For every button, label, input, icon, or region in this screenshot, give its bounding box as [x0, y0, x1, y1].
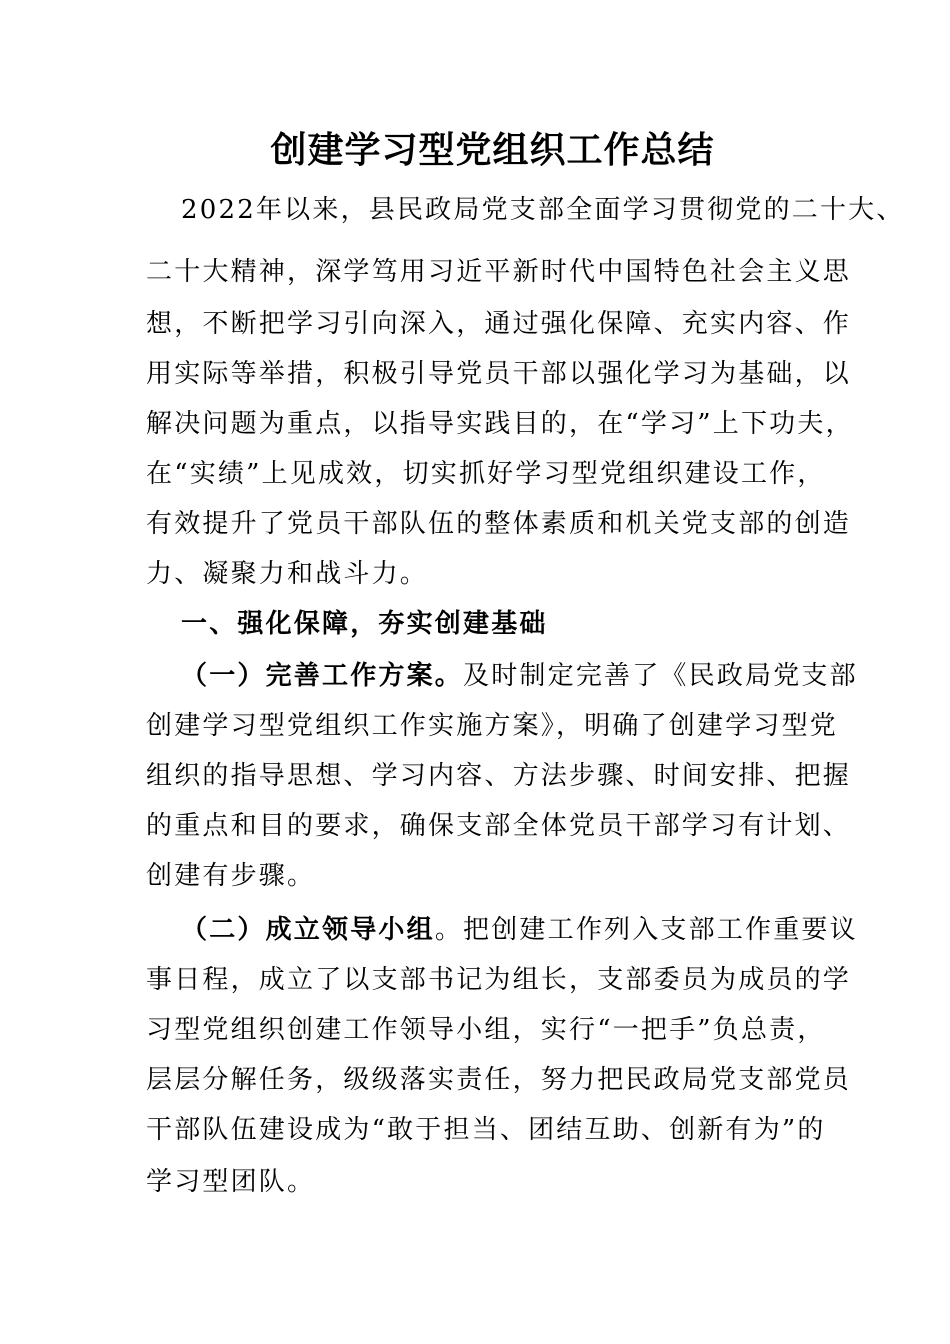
- paragraph-line: 组织的指导思想、学习内容、方法步骤、时间安排、把握: [146, 761, 852, 791]
- paragraph-line: 的重点和目的要求，确保支部全体党员干部学习有计划、: [146, 811, 852, 841]
- paragraph-line: 用实际等举措，积极引导党员干部以强化学习为基础，以: [146, 359, 852, 389]
- document-title: 创建学习型党组织工作总结: [270, 129, 715, 171]
- paragraph-line: 学习型团队。: [146, 1167, 316, 1197]
- paragraph-line: 创建学习型党组织工作实施方案》，明确了创建学习型党: [146, 711, 839, 741]
- paragraph-line: 力、凝聚力和战斗力。: [146, 559, 429, 589]
- paragraph-line: 想，不断把学习引向深入，通过强化保障、充实内容、作: [146, 309, 852, 339]
- paragraph-line: 事日程，成立了以支部书记为组长，支部委员为成员的学: [146, 965, 852, 995]
- item-label: （二）成立领导小组: [181, 915, 435, 945]
- paragraph-line: [181, 904, 858, 956]
- paragraph-line: 2022年以来，县民政局党支部全面学习贯彻党的二十大、: [181, 195, 905, 225]
- paragraph-line: 创建有步骤。: [146, 861, 316, 891]
- paragraph-line: [181, 650, 858, 702]
- paragraph-line: 二十大精神，深学笃用习近平新时代中国特色社会主义思: [146, 257, 852, 287]
- paragraph-line: 在“实绩”上见成效，切实抓好学习型党组织建设工作，: [146, 459, 826, 489]
- paragraph-line: 层层分解任务，级级落实责任，努力把民政局党支部党员: [146, 1065, 852, 1095]
- item-label: （一）完善工作方案。: [181, 661, 464, 691]
- item-text: 及时制定完善了《民政局党支部: [463, 661, 858, 691]
- paragraph-line: 有效提升了党员干部队伍的整体素质和机关党支部的创造: [146, 509, 852, 539]
- paragraph-line: 习型党组织创建工作领导小组，实行“一把手”负总责，: [146, 1015, 826, 1045]
- section-heading: 一、强化保障，夯实创建基础: [181, 609, 548, 639]
- item-text: 。把创建工作列入支部工作重要议: [434, 915, 858, 945]
- paragraph-line: 干部队伍建设成为“敢于担当、团结互助、创新有为”的: [146, 1115, 826, 1145]
- paragraph-line: 解决问题为重点，以指导实践目的，在“学习”上下功夫，: [146, 409, 854, 439]
